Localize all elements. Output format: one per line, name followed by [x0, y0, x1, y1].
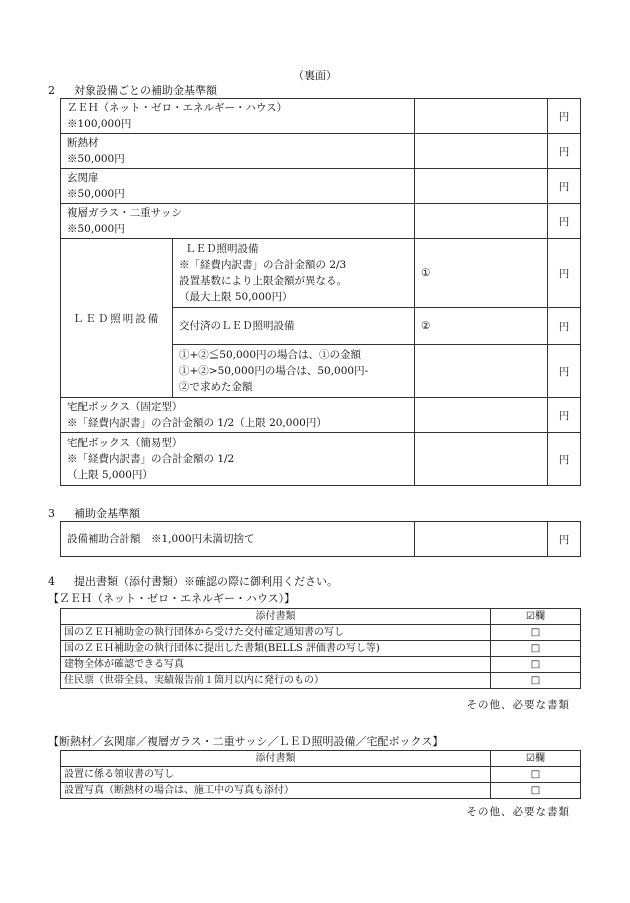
other-docs-note-2: その他、必要な書類: [466, 806, 570, 818]
checkbox[interactable]: □: [491, 641, 581, 657]
delivery-fixed-label-cell: [61, 398, 415, 433]
yen-label: 円: [548, 204, 581, 239]
led-sub3-line: ①+②>50,000円の場合は、50,000円-: [179, 365, 369, 377]
led-sub1-cell: [173, 239, 415, 308]
table-header-row: [61, 751, 581, 767]
table-row: [61, 625, 581, 641]
delivery-fixed-line: ※「経費内訳書」の合計金額の 1/2（上限 20,000円）: [67, 417, 327, 429]
yen-label: 円: [548, 308, 581, 345]
led-sub1-line: （最大上限 50,000円）: [179, 291, 293, 303]
zeh-docs-heading: 【ＺＥＨ（ネット・ゼロ・エネルギー・ハウス）】: [48, 592, 296, 605]
table-row: [61, 433, 581, 486]
section-3-number: 3: [48, 507, 55, 520]
table-row: [61, 673, 581, 689]
led-sub3-amount-cell[interactable]: [415, 345, 548, 398]
double-glazing-label-cell: [61, 204, 415, 239]
table-row: [61, 134, 581, 169]
led-sub1-line: 設置基数により上限金額が異なる。: [179, 275, 347, 287]
delivery-simple-label-cell: [61, 433, 415, 486]
led-sub2-cell: 交付済のＬＥＤ照明設備: [173, 308, 415, 345]
section-2-title: 対象設備ごとの補助金基準額: [74, 84, 217, 97]
entrance-door-name: 玄関扉: [67, 172, 99, 184]
doc-item: 設置写真（断熱材の場合は、施工中の写真も添付）: [61, 783, 491, 799]
table-row: [61, 522, 581, 557]
led-sub1-amount-cell[interactable]: [415, 239, 548, 308]
insulation-note: ※50,000円: [67, 153, 125, 165]
checkbox[interactable]: □: [491, 625, 581, 641]
table-row: [61, 657, 581, 673]
circle-one-mark: ①: [421, 267, 431, 279]
section-3-title: 補助金基準額: [74, 507, 140, 520]
yen-label: 円: [548, 239, 581, 308]
led-sub3-line: ②で求めた金額: [179, 381, 253, 393]
section-4-number: 4: [48, 575, 55, 588]
yen-label: 円: [548, 134, 581, 169]
section-2-heading: [48, 82, 217, 98]
table-row: [61, 169, 581, 204]
yen-label: 円: [548, 99, 581, 134]
doc-item: 建物全体が確認できる写真: [61, 657, 491, 673]
double-glazing-amount-cell[interactable]: [415, 204, 548, 239]
delivery-simple-line: 宅配ボックス（簡易型）: [67, 437, 183, 449]
total-amount-cell[interactable]: [415, 522, 548, 557]
col-check-header: ☑欄: [491, 609, 581, 625]
doc-item: 国のＺＥＨ補助金の執行団体に提出した書類(BELLS 評価書の写し等): [61, 641, 491, 657]
led-sub2-amount-cell[interactable]: [415, 308, 548, 345]
col-docs-header: 添付書類: [61, 751, 491, 767]
led-sub1-line: ※「経費内訳書」の合計金額の 2/3: [179, 259, 347, 271]
circle-two-mark: ②: [421, 320, 431, 332]
page-title: （裏面）: [293, 69, 337, 82]
section-4-title: 提出書類（添付書類）※確認の際に御利用ください。: [74, 575, 338, 588]
checkbox[interactable]: □: [491, 657, 581, 673]
delivery-fixed-line: 宅配ボックス（固定型）: [67, 401, 183, 413]
section-2-number: 2: [48, 84, 55, 97]
zeh-label-cell: [61, 99, 415, 134]
other-equipment-docs-heading: 【断熱材／玄関扉／複層ガラス・二重サッシ／ＬＥＤ照明設備／宅配ボックス】: [48, 735, 444, 748]
other-docs-note: その他、必要な書類: [466, 699, 570, 711]
insulation-amount-cell[interactable]: [415, 134, 548, 169]
table-row: [61, 398, 581, 433]
table-row: [61, 767, 581, 783]
zeh-amount-cell[interactable]: [415, 99, 548, 134]
led-group-label: ＬＥＤ照明設備: [61, 239, 173, 398]
entrance-door-amount-cell[interactable]: [415, 169, 548, 204]
table-row: [61, 783, 581, 799]
insulation-name: 断熱材: [67, 137, 99, 149]
section-4-heading: [48, 573, 338, 589]
delivery-simple-amount-cell[interactable]: [415, 433, 548, 486]
insulation-label-cell: [61, 134, 415, 169]
total-label: 設備補助合計額 ※1,000円未満切捨て: [61, 522, 415, 557]
delivery-simple-line: ※「経費内訳書」の合計金額の 1/2: [67, 453, 235, 465]
zeh-note: ※100,000円: [67, 118, 132, 130]
col-docs-header: 添付書類: [61, 609, 491, 625]
checkbox[interactable]: □: [491, 783, 581, 799]
table-header-row: [61, 609, 581, 625]
checkbox[interactable]: □: [491, 673, 581, 689]
led-sub3-line: ①+②≦50,000円の場合は、①の金額: [179, 349, 362, 361]
checkbox[interactable]: □: [491, 767, 581, 783]
yen-label: 円: [548, 398, 581, 433]
table-row: [61, 99, 581, 134]
total-subsidy-table: [60, 521, 581, 557]
subsidy-standard-table: [60, 98, 581, 486]
col-check-header: ☑欄: [491, 751, 581, 767]
other-equipment-docs-table: [60, 750, 581, 799]
table-row: [61, 641, 581, 657]
entrance-door-label-cell: [61, 169, 415, 204]
led-sub1-line: ＬＥＤ照明設備: [185, 243, 259, 255]
table-row: [61, 204, 581, 239]
yen-label: 円: [548, 522, 581, 557]
yen-label: 円: [548, 433, 581, 486]
yen-label: 円: [548, 345, 581, 398]
doc-item: 国のＺＥＨ補助金の執行団体から受けた交付確定通知書の写し: [61, 625, 491, 641]
yen-label: 円: [548, 169, 581, 204]
section-3-heading: [48, 505, 140, 521]
doc-item: 設置に係る領収書の写し: [61, 767, 491, 783]
entrance-door-note: ※50,000円: [67, 188, 125, 200]
zeh-docs-table: [60, 608, 581, 689]
zeh-name: ＺＥＨ（ネット・ゼロ・エネルギー・ハウス）: [67, 102, 288, 114]
delivery-fixed-amount-cell[interactable]: [415, 398, 548, 433]
double-glazing-note: ※50,000円: [67, 223, 125, 235]
double-glazing-name: 複層ガラス・二重サッシ: [67, 207, 182, 219]
table-row: [61, 239, 581, 308]
led-sub3-cell: [173, 345, 415, 398]
doc-item: 住民票（世帯全員、実績報告前１箇月以内に発行のもの）: [61, 673, 491, 689]
delivery-simple-line: （上限 5,000円）: [67, 469, 153, 481]
